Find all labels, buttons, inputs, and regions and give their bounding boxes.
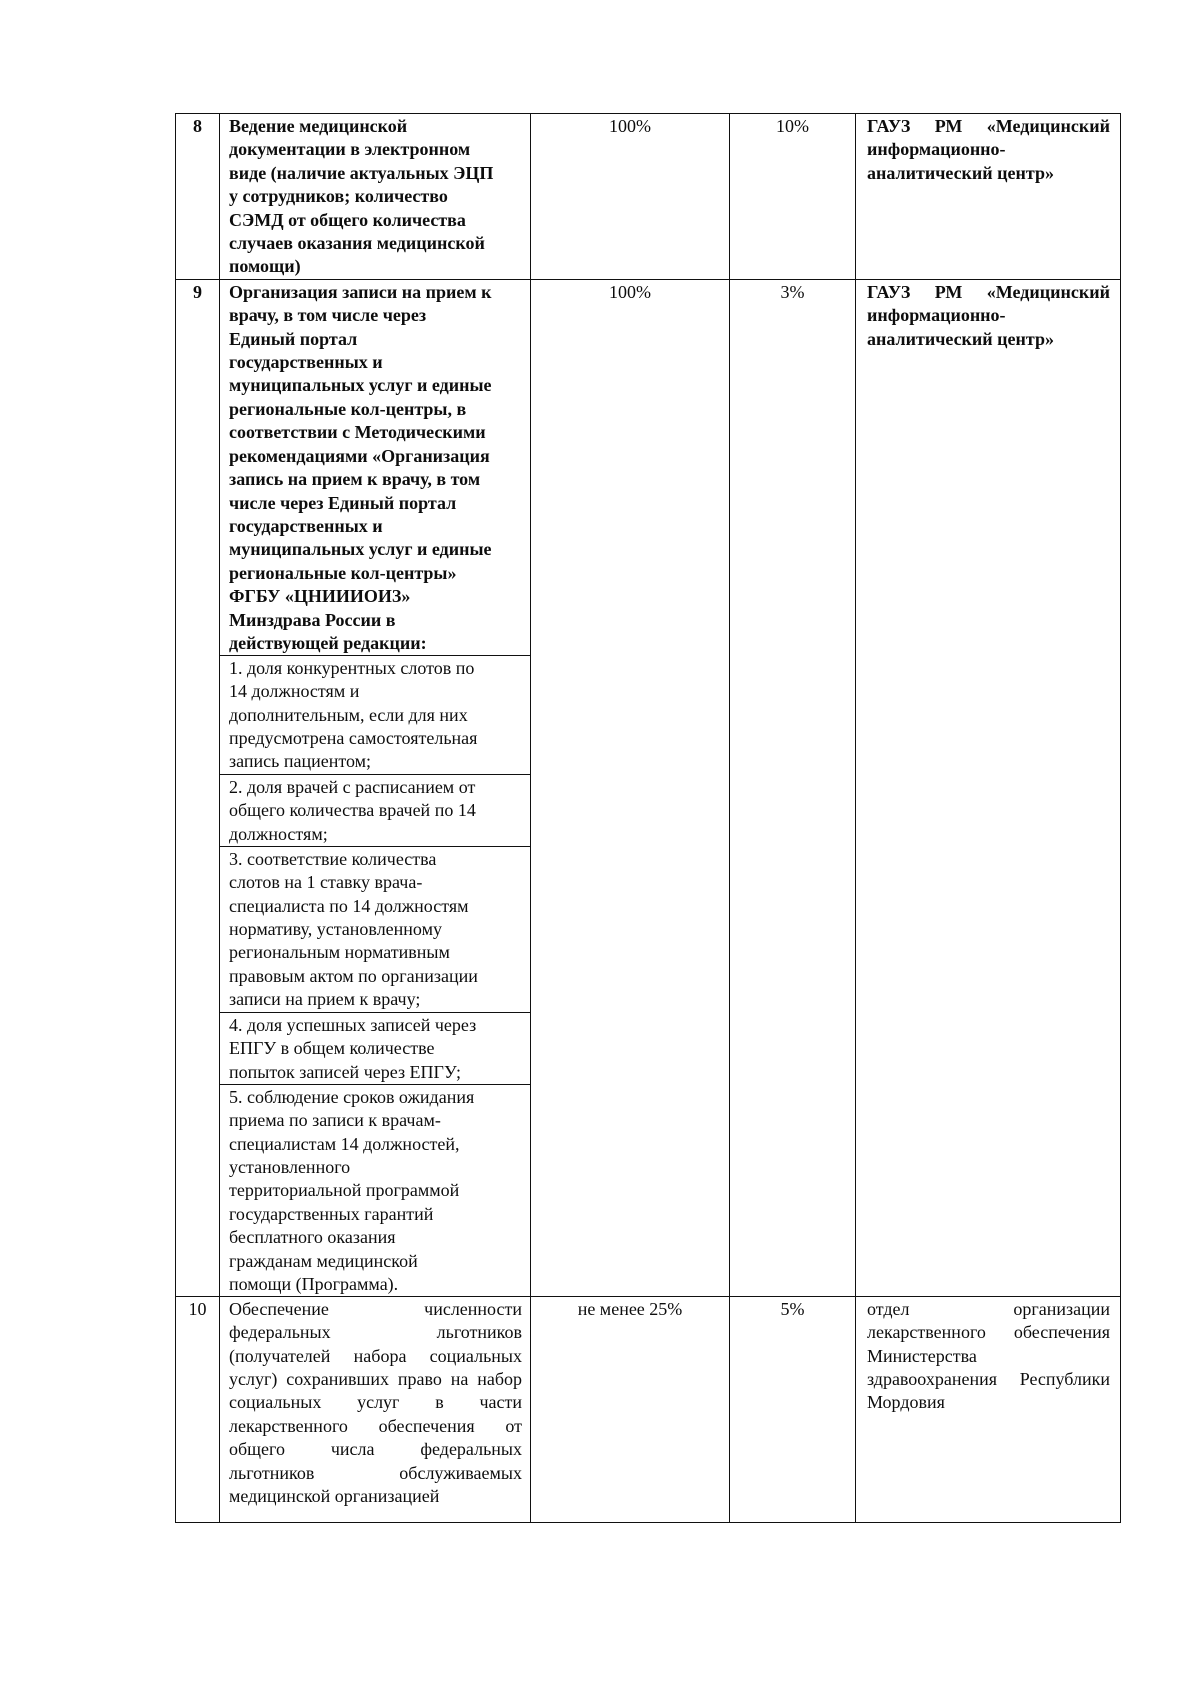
text-line: ФГБУ «ЦНИИИОИЗ» (229, 586, 411, 607)
text-line: специалиста по 14 должностям (229, 895, 469, 916)
row-number: 9 (176, 279, 220, 1296)
responsible-text: отдел организации лекарственного обеспечения Министерства здравоохранения Республики Мордовия (867, 1298, 1110, 1413)
sub-item (220, 774, 530, 846)
text-line: правовым актом по организации (229, 965, 478, 986)
table-row (176, 1296, 1121, 1522)
target-value: 100% (531, 279, 730, 1296)
responsible-text: ГАУЗ РМ «Медицинский информационно-аналитический центр» (867, 281, 1110, 349)
text-line: соответствии с Методическими (229, 422, 486, 443)
text-line: 5. соблюдение сроков ожидания (229, 1086, 475, 1107)
text-line: Организация записи на прием к (229, 281, 492, 302)
sub-item (220, 846, 530, 1012)
text-line: 1. доля конкурентных слотов по (229, 657, 475, 678)
text-line: 14 должностям и (229, 681, 360, 702)
sub-item (220, 1084, 530, 1296)
text-line: муниципальных услуг и единые (229, 539, 492, 560)
text-line: специалистам 14 должностей, (229, 1133, 460, 1154)
text-line: региональные кол-центры, в (229, 398, 467, 419)
indicator-cell (220, 1296, 531, 1522)
weight-value: 10% (730, 114, 856, 280)
indicator-cell (220, 279, 531, 1296)
text-line: Минздрава России в (229, 609, 396, 630)
text-line: помощи) (229, 256, 301, 277)
text-line: попыток записей через ЕПГУ; (229, 1061, 462, 1082)
weight-value: 3% (730, 279, 856, 1296)
row-number: 10 (176, 1296, 220, 1522)
text-line: дополнительным, если для них (229, 704, 468, 725)
text-line: слотов на 1 ставку врача- (229, 872, 423, 893)
table-row (176, 279, 1121, 1296)
text-line: документации в электронном (229, 139, 471, 160)
text-line: установленного (229, 1157, 351, 1178)
text-line: числе через Единый портал (229, 492, 457, 513)
text-line: 3. соответствие количества (229, 848, 437, 869)
indicator-text (220, 280, 530, 655)
text-line: должностям; (229, 823, 328, 844)
indicator-text (220, 114, 530, 279)
text-line: врачу, в том числе через (229, 305, 427, 326)
text-line: приема по записи к врачам- (229, 1110, 441, 1131)
text-line: рекомендациями «Организация (229, 445, 490, 466)
text-line: ЕПГУ в общем количестве (229, 1038, 435, 1059)
text-line: помощи (Программа). (229, 1274, 399, 1295)
text-line: запись пациентом; (229, 751, 372, 772)
indicators-table (175, 113, 1121, 1523)
text-line: записи на прием к врачу; (229, 989, 421, 1010)
indicator-text: Обеспечение численности федеральных льготников (получателей набора социальных услуг) сохранивших право на набор социальных услуг в части лекарственного обеспечения от общего числа федеральных льготников обслуживаемых медицинской организацией (229, 1298, 522, 1507)
text-line: региональные кол-центры» (229, 562, 457, 583)
text-line: бесплатного оказания (229, 1227, 396, 1248)
text-line: СЭМД от общего количества (229, 209, 466, 230)
text-line: предусмотрена самостоятельная (229, 728, 478, 749)
text-line: Ведение медицинской (229, 116, 408, 136)
text-line: случаев оказания медицинской (229, 233, 485, 254)
responsible-cell (856, 114, 1121, 280)
target-value: не менее 25% (531, 1296, 730, 1522)
text-line: у сотрудников; количество (229, 186, 448, 207)
text-line: государственных и (229, 352, 383, 373)
text-line: Единый портал (229, 328, 358, 349)
table-row (176, 114, 1121, 280)
responsible-text: ГАУЗ РМ «Медицинский информационно-аналитический центр» (867, 116, 1110, 183)
row-number: 8 (176, 114, 220, 280)
text-line: региональным нормативным (229, 942, 450, 963)
sub-item (220, 1012, 530, 1084)
responsible-cell (856, 279, 1121, 1296)
text-line: 4. доля успешных записей через (229, 1014, 477, 1035)
target-value: 100% (531, 114, 730, 280)
text-line: территориальной программой (229, 1180, 460, 1201)
text-line: общего количества врачей по 14 (229, 800, 476, 821)
sub-item (220, 655, 530, 774)
text-line: государственных гарантий (229, 1203, 434, 1224)
weight-value: 5% (730, 1296, 856, 1522)
text-line: муниципальных услуг и единые (229, 375, 492, 396)
responsible-cell (856, 1296, 1121, 1522)
text-line: государственных и (229, 515, 383, 536)
text-line: нормативу, установленному (229, 919, 442, 940)
indicator-cell (220, 114, 531, 280)
text-line: 2. доля врачей с расписанием от (229, 776, 476, 797)
text-line: виде (наличие актуальных ЭЦП (229, 162, 494, 183)
text-line: действующей редакции: (229, 632, 427, 653)
text-line: запись на прием к врачу, в том (229, 469, 481, 490)
text-line: гражданам медицинской (229, 1250, 418, 1271)
